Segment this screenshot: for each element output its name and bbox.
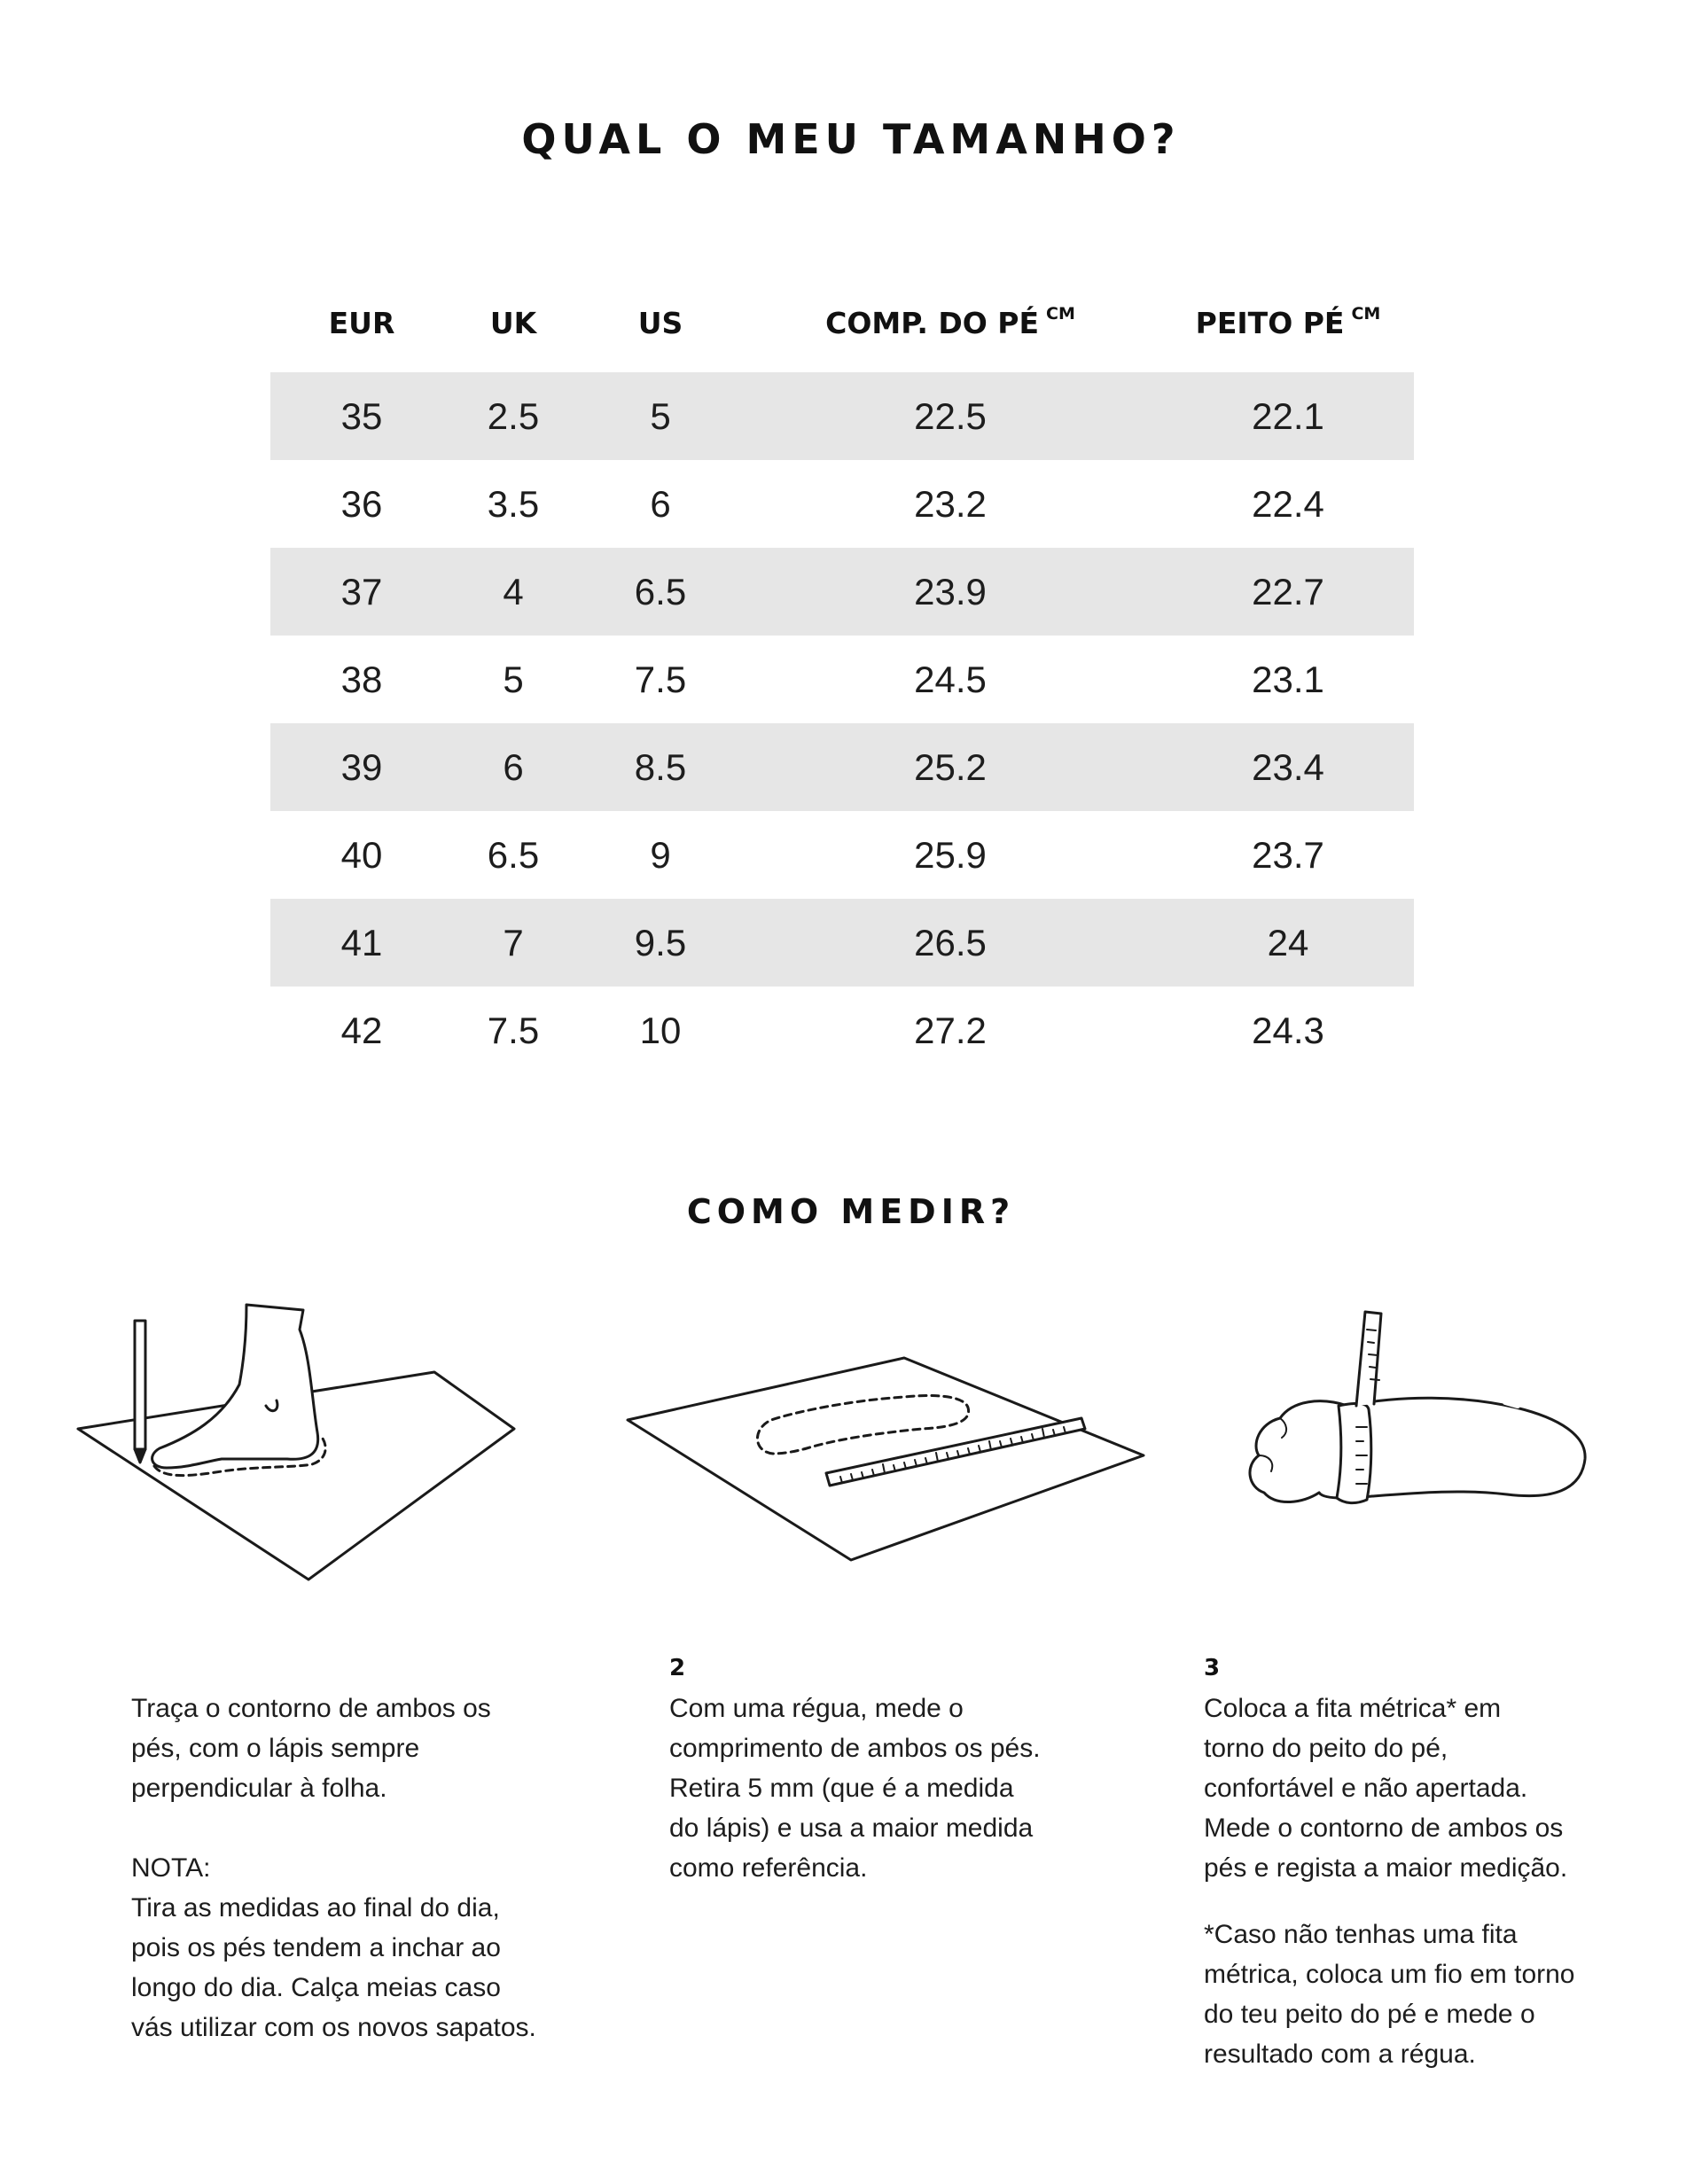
- note-label: NOTA:: [131, 1853, 211, 1883]
- footnote-line: *Caso não tenhas uma fita: [1204, 1920, 1518, 1949]
- cell-uk: 7: [503, 922, 524, 963]
- cell-uk: 2.5: [487, 395, 540, 437]
- cell-us: 9: [650, 834, 671, 876]
- cell-uk: 6: [503, 746, 524, 788]
- cell-eur: 38: [340, 659, 383, 700]
- cell-instep: 23.7: [1252, 834, 1324, 876]
- foot-gap-mark: [1505, 1402, 1518, 1406]
- cell-us: 6: [650, 483, 671, 525]
- cell-eur: 42: [340, 1010, 383, 1051]
- cell-us: 7.5: [634, 659, 687, 700]
- spacer: [131, 1808, 610, 1848]
- spacer: [1204, 1888, 1647, 1915]
- cell-instep: 24: [1267, 922, 1309, 963]
- cell-uk: 3.5: [487, 483, 540, 525]
- step-3-line: Coloca a fita métrica* em: [1204, 1694, 1502, 1723]
- table-row: [270, 723, 1414, 811]
- cell-us: 5: [650, 395, 671, 437]
- cell-eur: 37: [340, 571, 383, 612]
- cell-us: 10: [639, 1010, 682, 1051]
- table-header: [270, 306, 1414, 372]
- measuring-tape-loop-icon: [1337, 1403, 1371, 1502]
- header-instep: [1196, 306, 1381, 340]
- step-1-line: pés, com o lápis sempre: [131, 1734, 420, 1763]
- step-2-line: comprimento de ambos os pés.: [669, 1734, 1041, 1763]
- step-3-line: Mede o contorno de ambos os: [1204, 1814, 1564, 1843]
- cell-foot-length: 26.5: [914, 922, 987, 963]
- cell-foot-length: 25.9: [914, 834, 987, 876]
- footnote-line: do teu peito do pé e mede o: [1204, 2000, 1535, 2029]
- cell-us: 8.5: [634, 746, 687, 788]
- paper-sheet-icon: [628, 1358, 1144, 1560]
- step-3-number: 3: [1204, 1655, 1221, 1681]
- header-foot-length: [825, 306, 1075, 340]
- step-2-line: como referência.: [669, 1853, 868, 1883]
- table-row: [270, 811, 1414, 899]
- note-line: vás utilizar com os novos sapatos.: [131, 2013, 536, 2042]
- ruler-measure-illustration: [621, 1303, 1152, 1569]
- step-2-line: Retira 5 mm (que é a medida: [669, 1774, 1014, 1803]
- step-2-number: 2: [669, 1655, 686, 1681]
- cell-foot-length: 22.5: [914, 395, 987, 437]
- measuring-tape-end-icon: [1356, 1312, 1381, 1406]
- header-instep-unit: CM: [1351, 304, 1381, 324]
- header-eur: EUR: [328, 306, 395, 340]
- cell-instep: 24.3: [1252, 1010, 1324, 1051]
- cell-uk: 7.5: [487, 1010, 540, 1051]
- header-us: US: [637, 306, 683, 340]
- cell-instep: 22.7: [1252, 571, 1324, 612]
- step-1-line: Traça o contorno de ambos os: [131, 1694, 491, 1723]
- step-3-line: confortável e não apertada.: [1204, 1774, 1528, 1803]
- size-table: [270, 306, 1414, 1074]
- foot-icon: [152, 1305, 318, 1468]
- header-instep-label: PEITO PÉ: [1195, 306, 1345, 340]
- step-2-line: do lápis) e usa a maior medida: [669, 1814, 1034, 1843]
- page-title: QUAL O MEU TAMANHO?: [521, 115, 1181, 163]
- cell-foot-length: 24.5: [914, 659, 987, 700]
- table-row: [270, 548, 1414, 636]
- note-line: longo do dia. Calça meias caso: [131, 1973, 501, 2002]
- step-number-placeholder: [131, 1649, 610, 1689]
- footnote-line: métrica, coloca um fio em torno: [1204, 1960, 1575, 1989]
- step-3-line: torno do peito do pé,: [1204, 1734, 1448, 1763]
- trace-foot-illustration: [71, 1303, 532, 1604]
- cell-foot-length: 27.2: [914, 1010, 987, 1051]
- pencil-icon: [135, 1321, 145, 1449]
- step-2-line: Com uma régua, mede o: [669, 1694, 964, 1723]
- step-1-line: perpendicular à folha.: [131, 1774, 387, 1803]
- step-3-instructions: [1204, 1649, 1647, 2074]
- cell-eur: 39: [340, 746, 383, 788]
- table-row: [270, 460, 1414, 548]
- table-row: [270, 372, 1414, 460]
- cell-instep: 23.4: [1252, 746, 1324, 788]
- cell-uk: 4: [503, 571, 524, 612]
- table-row: [270, 899, 1414, 987]
- step-1-instructions: [131, 1649, 610, 2048]
- cell-foot-length: 23.9: [914, 571, 987, 612]
- note-line: Tira as medidas ao final do dia,: [131, 1893, 500, 1923]
- cell-instep: 22.1: [1252, 395, 1324, 437]
- cell-eur: 36: [340, 483, 383, 525]
- header-foot-length-unit: CM: [1046, 304, 1075, 324]
- cell-foot-length: 25.2: [914, 746, 987, 788]
- tape-measure-illustration: [1223, 1303, 1604, 1560]
- cell-eur: 35: [340, 395, 383, 437]
- paper-gap-mark: [108, 1436, 122, 1438]
- table-row: [270, 636, 1414, 723]
- cell-instep: 22.4: [1252, 483, 1324, 525]
- cell-uk: 6.5: [487, 834, 540, 876]
- step-3-line: pés e regista a maior medição.: [1204, 1853, 1568, 1883]
- footnote-line: resultado com a régua.: [1204, 2040, 1476, 2069]
- cell-uk: 5: [503, 659, 524, 700]
- section-title-how-to-measure: COMO MEDIR?: [686, 1192, 1016, 1231]
- header-uk: UK: [489, 306, 537, 340]
- header-foot-length-label: COMP. DO PÉ: [825, 306, 1040, 340]
- table-row: [270, 987, 1414, 1074]
- cell-instep: 23.1: [1252, 659, 1324, 700]
- cell-us: 6.5: [634, 571, 687, 612]
- note-line: pois os pés tendem a inchar ao: [131, 1933, 501, 1962]
- cell-eur: 41: [340, 922, 383, 963]
- cell-us: 9.5: [634, 922, 687, 963]
- step-2-instructions: [669, 1649, 1166, 1888]
- cell-eur: 40: [340, 834, 383, 876]
- cell-foot-length: 23.2: [914, 483, 987, 525]
